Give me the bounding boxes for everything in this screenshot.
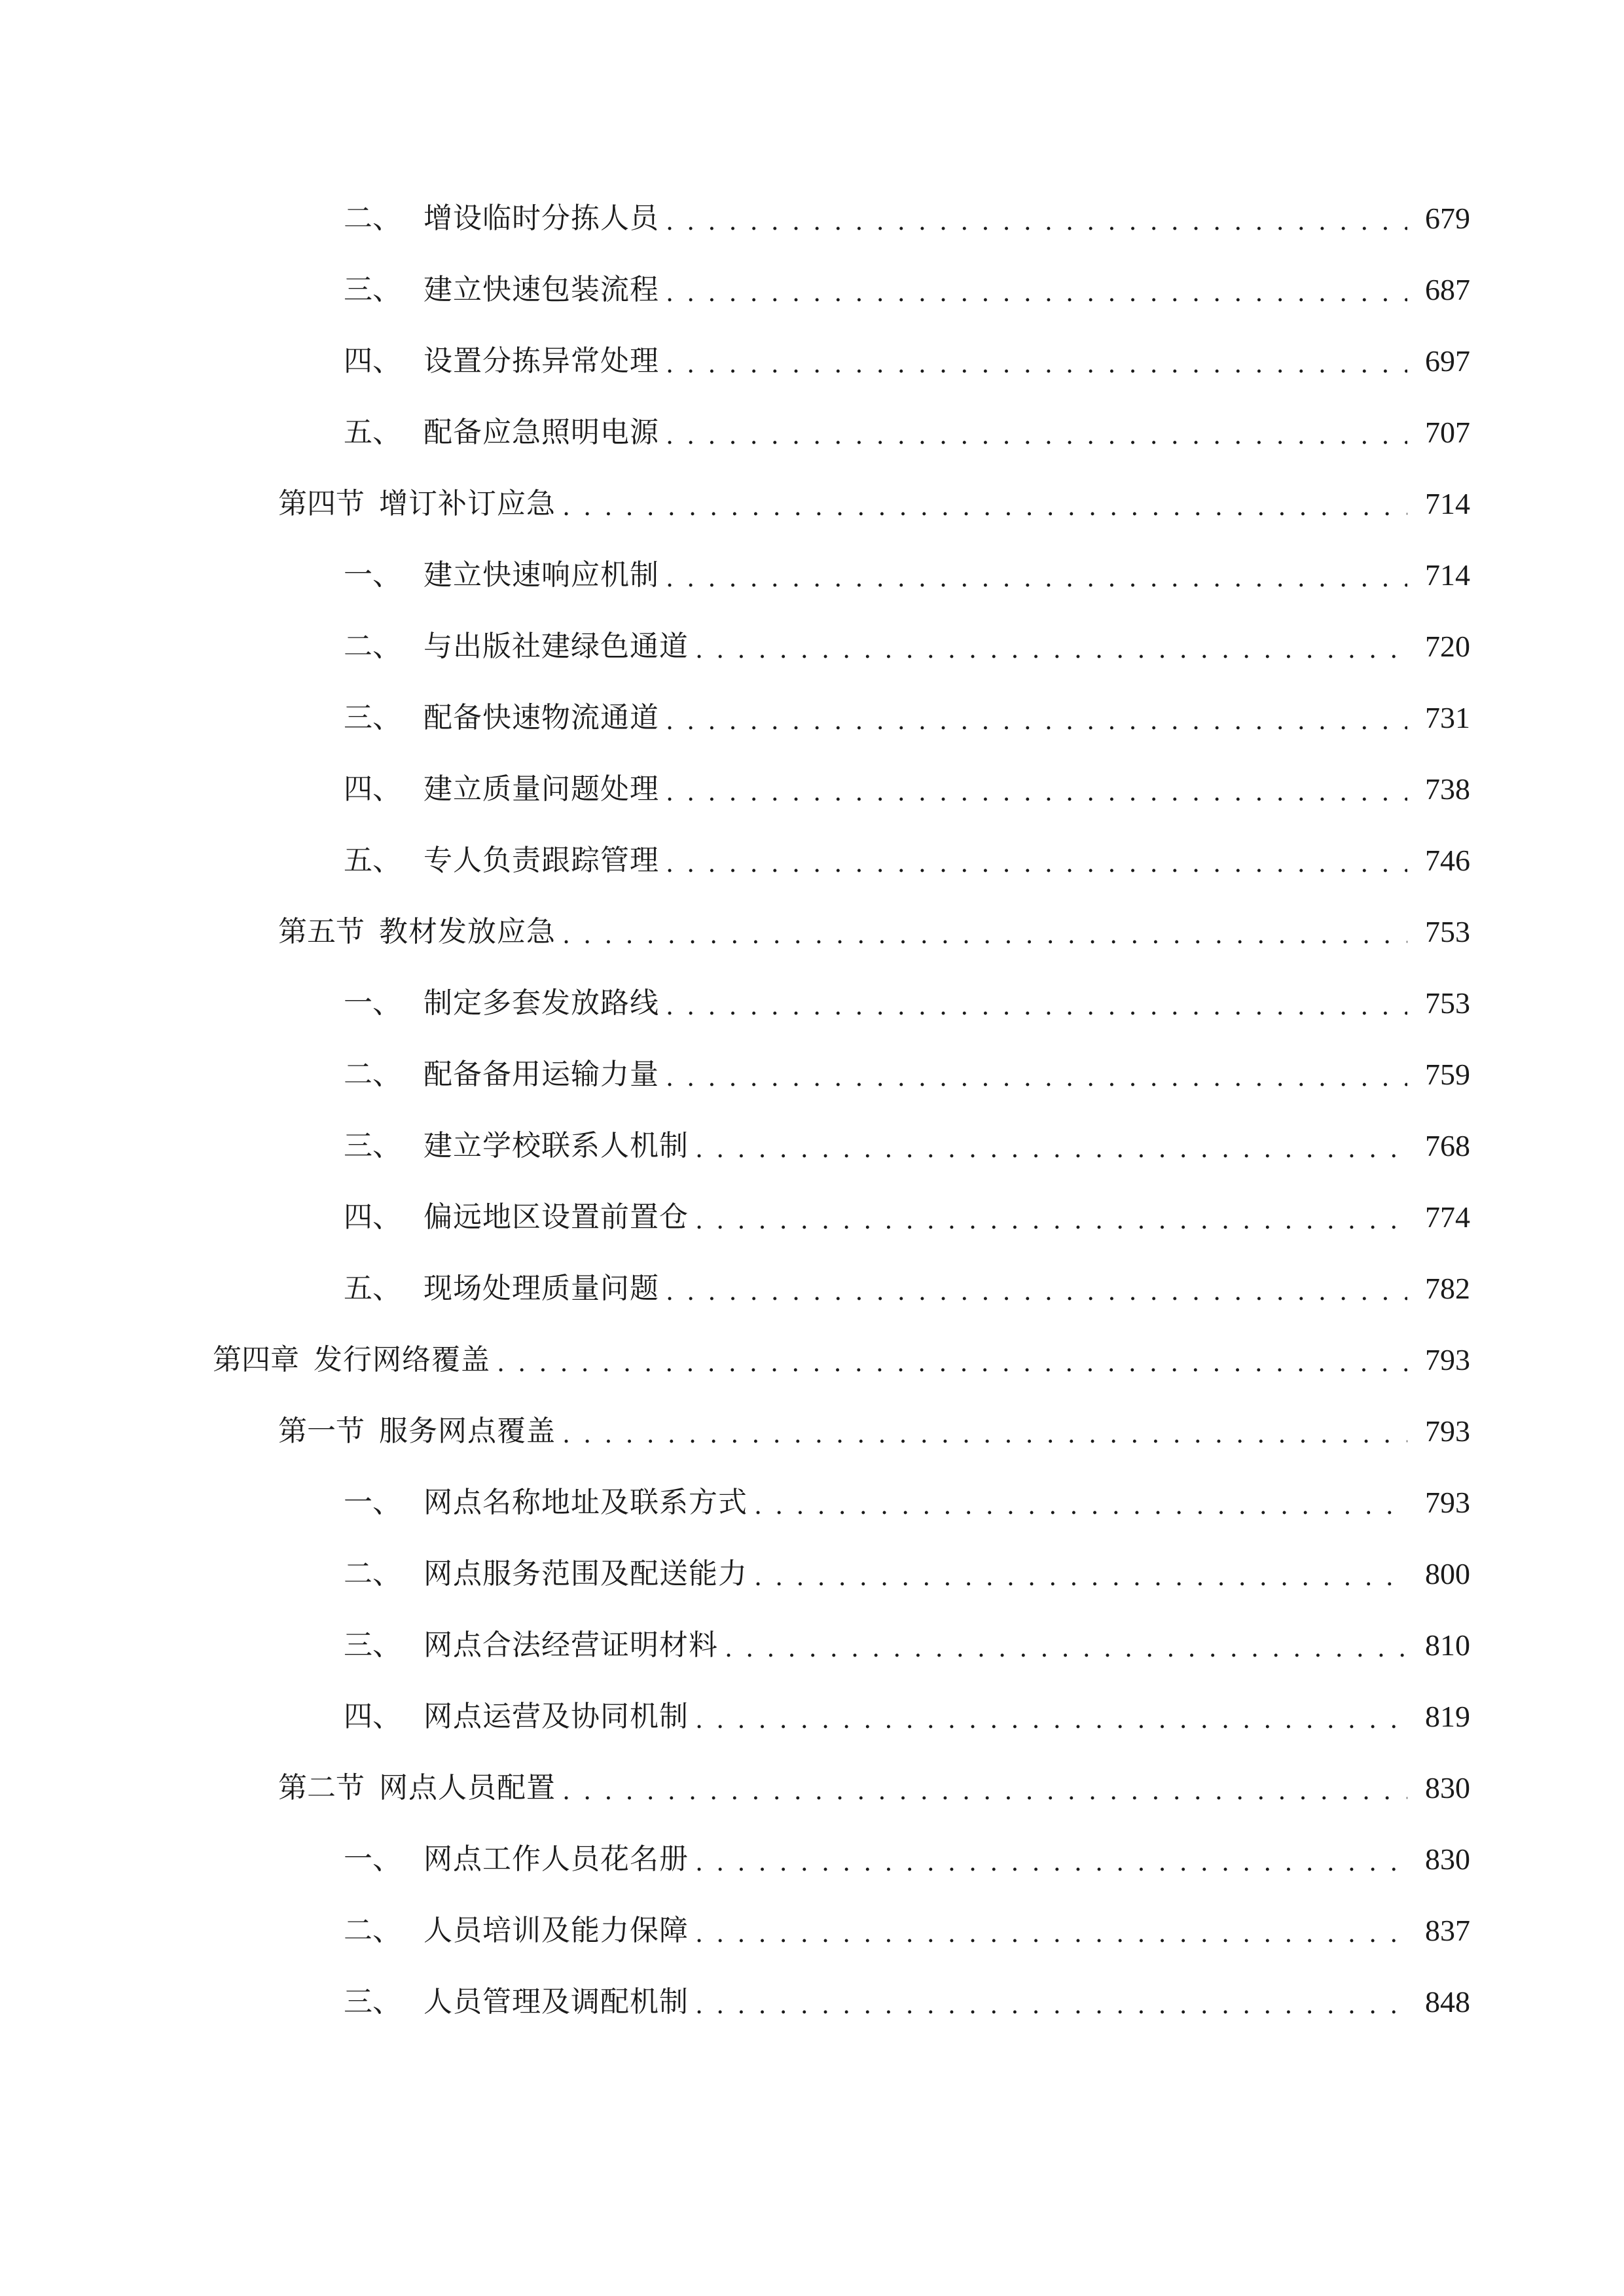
- dot-leader: [695, 1694, 1407, 1740]
- toc-entry-number: 三、: [344, 701, 401, 734]
- toc-section-number: 第二节: [278, 1771, 365, 1804]
- toc-entry-page: 746: [1425, 844, 1470, 877]
- toc-entry-page: 837: [1425, 1914, 1470, 1947]
- toc-section-title: 服务网点覆盖: [379, 1414, 556, 1448]
- toc-entry-page: 848: [1425, 1985, 1470, 2018]
- toc-entry-page: 830: [1425, 1842, 1470, 1876]
- dot-leader: [695, 624, 1407, 670]
- toc-entry-page: 793: [1425, 1486, 1470, 1519]
- dot-leader: [666, 838, 1407, 884]
- toc-entry-number: 四、: [344, 1700, 401, 1733]
- toc-entry-page: 782: [1425, 1272, 1470, 1305]
- toc-entry-number: 五、: [344, 844, 401, 877]
- toc-entry-page: 714: [1425, 487, 1470, 520]
- toc-section-1[interactable]: [278, 1408, 1470, 1454]
- toc-entry-number: 五、: [344, 1272, 401, 1305]
- toc-entry-14[interactable]: [344, 1123, 1470, 1169]
- dot-leader: [562, 1408, 1407, 1454]
- toc-entry-title: 人员管理及调配机制: [424, 1985, 689, 2018]
- toc-entry-number: 二、: [344, 1058, 401, 1091]
- toc-section-5[interactable]: [278, 909, 1470, 955]
- dot-leader: [666, 1266, 1407, 1312]
- toc-entry-25[interactable]: [344, 1908, 1470, 1954]
- toc-section-title: 网点人员配置: [379, 1771, 556, 1804]
- toc-entry-page: 707: [1425, 416, 1470, 449]
- dot-leader: [666, 695, 1407, 741]
- toc-entry-number: 一、: [344, 986, 401, 1020]
- toc-entry-page: 793: [1425, 1343, 1470, 1376]
- toc-entry-21[interactable]: [344, 1623, 1470, 1668]
- dot-leader: [695, 1123, 1407, 1169]
- dot-leader: [666, 196, 1407, 242]
- toc-entry-1[interactable]: [344, 196, 1470, 242]
- toc-entry-page: 753: [1425, 986, 1470, 1020]
- dot-leader: [666, 766, 1407, 812]
- toc-entry-title: 偏远地区设置前置仓: [424, 1200, 689, 1234]
- toc-entry-title: 专人负责跟踪管理: [424, 844, 659, 877]
- toc-entry-6[interactable]: [344, 552, 1470, 598]
- dot-leader: [666, 267, 1407, 313]
- toc-entry-title: 网点工作人员花名册: [424, 1842, 689, 1876]
- toc-entry-13[interactable]: [344, 1052, 1470, 1098]
- toc-entry-number: 四、: [344, 344, 401, 378]
- toc-entry-8[interactable]: [344, 695, 1470, 741]
- dot-leader: [666, 410, 1407, 456]
- toc-entry-number: 四、: [344, 772, 401, 806]
- toc-entry-title: 网点运营及协同机制: [424, 1700, 689, 1733]
- toc-entry-9[interactable]: [344, 766, 1470, 812]
- toc-chapter-title: 发行网络覆盖: [314, 1343, 490, 1376]
- toc-section-title: 教材发放应急: [379, 915, 556, 948]
- toc-entry-page: 753: [1425, 915, 1470, 948]
- toc-entry-title: 设置分拣异常处理: [424, 344, 659, 378]
- toc-entry-title: 建立质量问题处理: [424, 772, 659, 806]
- dot-leader: [725, 1623, 1407, 1668]
- toc-entry-24[interactable]: [344, 1837, 1470, 1882]
- toc-entry-3[interactable]: [344, 338, 1470, 384]
- dot-leader: [695, 1979, 1407, 2025]
- toc-entry-15[interactable]: [344, 1194, 1470, 1240]
- dot-leader: [562, 481, 1407, 527]
- toc-section-number: 第一节: [278, 1414, 365, 1448]
- dot-leader: [754, 1480, 1407, 1526]
- dot-leader: [666, 1052, 1407, 1098]
- dot-leader: [754, 1551, 1407, 1597]
- toc-entry-number: 四、: [344, 1200, 401, 1234]
- toc-entry-page: 679: [1425, 202, 1470, 235]
- toc-entry-title: 与出版社建绿色通道: [424, 630, 689, 663]
- toc-entry-title: 现场处理质量问题: [424, 1272, 659, 1305]
- toc-entry-page: 768: [1425, 1129, 1470, 1162]
- toc-entry-title: 人员培训及能力保障: [424, 1914, 689, 1947]
- toc-entry-20[interactable]: [344, 1551, 1470, 1597]
- toc-entry-26[interactable]: [344, 1979, 1470, 2025]
- toc-entry-page: 830: [1425, 1771, 1470, 1804]
- toc-entry-page: 714: [1425, 558, 1470, 592]
- toc-entry-title: 建立快速响应机制: [424, 558, 659, 592]
- dot-leader: [695, 1908, 1407, 1954]
- toc-entry-number: 二、: [344, 202, 401, 235]
- toc-entry-number: 一、: [344, 558, 401, 592]
- toc-entry-12[interactable]: [344, 980, 1470, 1026]
- toc-entry-title: 配备快速物流通道: [424, 701, 659, 734]
- toc-entry-title: 增设临时分拣人员: [424, 202, 659, 235]
- toc-entry-page: 810: [1425, 1628, 1470, 1662]
- toc-entry-page: 774: [1425, 1200, 1470, 1234]
- toc-entry-title: 网点服务范围及配送能力: [424, 1557, 748, 1590]
- dot-leader: [695, 1837, 1407, 1882]
- toc-entry-number: 三、: [344, 1628, 401, 1662]
- toc-entry-title: 制定多套发放路线: [424, 986, 659, 1020]
- toc-entry-16[interactable]: [344, 1266, 1470, 1312]
- toc-entry-number: 三、: [344, 1129, 401, 1162]
- dot-leader: [666, 980, 1407, 1026]
- toc-entry-title: 建立学校联系人机制: [424, 1129, 689, 1162]
- toc-section-title: 增订补订应急: [379, 487, 556, 520]
- toc-entry-page: 738: [1425, 772, 1470, 806]
- toc-entry-4[interactable]: [344, 410, 1470, 456]
- dot-leader: [666, 552, 1407, 598]
- toc-entry-page: 759: [1425, 1058, 1470, 1091]
- toc-entry-number: 三、: [344, 1985, 401, 2018]
- toc-entry-page: 720: [1425, 630, 1470, 663]
- toc-entry-10[interactable]: [344, 838, 1470, 884]
- toc-entry-page: 687: [1425, 273, 1470, 306]
- toc-entry-number: 三、: [344, 273, 401, 306]
- toc-entry-title: 网点合法经营证明材料: [424, 1628, 718, 1662]
- toc-entry-page: 819: [1425, 1700, 1470, 1733]
- toc-entry-number: 二、: [344, 630, 401, 663]
- dot-leader: [666, 338, 1407, 384]
- toc-entry-19[interactable]: [344, 1480, 1470, 1526]
- toc-section-number: 第五节: [278, 915, 365, 948]
- toc-entry-number: 一、: [344, 1486, 401, 1519]
- toc-entry-page: 800: [1425, 1557, 1470, 1590]
- toc-entry-number: 二、: [344, 1557, 401, 1590]
- toc-section-number: 第四节: [278, 487, 365, 520]
- toc-chapter-4[interactable]: [213, 1337, 1470, 1383]
- toc-entry-page: 793: [1425, 1414, 1470, 1448]
- toc-entry-2[interactable]: [344, 267, 1470, 313]
- toc-entry-title: 网点名称地址及联系方式: [424, 1486, 748, 1519]
- toc-entry-title: 建立快速包装流程: [424, 273, 659, 306]
- toc-entry-number: 二、: [344, 1914, 401, 1947]
- toc-entry-7[interactable]: [344, 624, 1470, 670]
- toc-entry-title: 配备备用运输力量: [424, 1058, 659, 1091]
- dot-leader: [497, 1337, 1407, 1383]
- dot-leader: [695, 1194, 1407, 1240]
- toc-entry-number: 一、: [344, 1842, 401, 1876]
- toc-entry-title: 配备应急照明电源: [424, 416, 659, 449]
- toc-chapter-number: 第四章: [213, 1343, 299, 1376]
- toc-entry-page: 731: [1425, 701, 1470, 734]
- toc-entry-page: 697: [1425, 344, 1470, 378]
- dot-leader: [562, 1765, 1407, 1811]
- toc-entry-22[interactable]: [344, 1694, 1470, 1740]
- dot-leader: [562, 909, 1407, 955]
- toc-section-4[interactable]: [278, 481, 1470, 527]
- toc-section-2[interactable]: [278, 1765, 1470, 1811]
- toc-entry-number: 五、: [344, 416, 401, 449]
